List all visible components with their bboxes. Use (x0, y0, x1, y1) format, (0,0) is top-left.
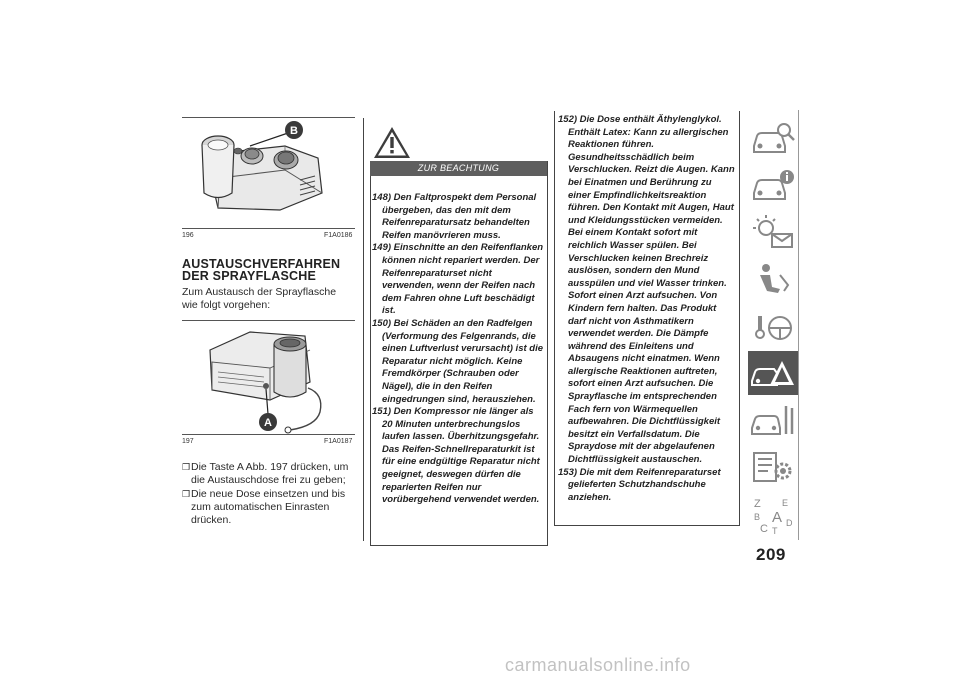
section-intro: Zum Austausch der Sprayflasche wie folgt vorgehen: (182, 286, 337, 311)
warning-item: 152) Die Dose enthält Äthylenglykol. Enthält Latex: Kann zu allergischen Reaktionen führen. Gesundheitsschädlich beim Verschlucken. Reizt die Augen. Kann bei Einatmen und Berührung zu einer Empfindlichkeitsreaktion führen. Den Kontakt mit Augen, Haut und Kleidungsstücken vermeiden. Bei einem Kontakt sofort mit reichlich Wasser spülen. Bei Verschlucken keinen Brechreiz auslösen, sondern den Mund ausspülen und viel Wasser trinken. Sofort einen Arzt aufsuchen. Von Kindern fern halten. Das Produkt darf nicht von Asthmatikern verwendet werden. Die Dämpfe während des Einleitens und Absaugens nicht einatmen. Wenn allergische Reaktionen auftreten, sofort einen Arzt aufsuchen. Die Sprayflasche im entsprechenden Fach fern von Wärmequellen aufbewahren. Die Dichtflüssigkeit besitzt ein Verfallsdatum. Die Spraydose mit der abgelaufenen Dichtflüssigkeit austauschen. (558, 114, 735, 466)
warning-triangle-icon (373, 126, 411, 159)
side-tab-car-search[interactable] (748, 116, 798, 160)
side-tab-technical-data[interactable] (748, 445, 798, 489)
specs-gear-icon (748, 445, 798, 489)
side-tab-index[interactable] (748, 492, 798, 536)
figure-196-number: 196 (182, 232, 194, 239)
side-tab-starting-driving[interactable] (748, 304, 798, 348)
warning-item: 150) Bei Schäden an den Radfelgen (Verformung des Felgenrands, die einen Luftverlust verursacht) ist die Reparatur nicht möglich. Keine Fremdkörper (Schrauben oder Nägel), die in den Reifen eingedrungen sind, herausziehen. (372, 317, 544, 405)
watermark-text: carmanualsonline.info (505, 655, 691, 675)
warning-item: 153) Die mit dem Reifenreparaturset gelieferten Schutzhandschuhe anziehen. (558, 466, 721, 503)
step-item (182, 461, 357, 487)
side-tab-rail-line (798, 110, 799, 540)
index-letter-a: A (772, 509, 783, 526)
side-tab-maintenance[interactable] (748, 398, 798, 442)
warning-list-left (372, 192, 544, 507)
person-airbag-icon (748, 257, 798, 301)
index-letter-e: E (782, 498, 789, 508)
index-letter-z: Z (754, 498, 761, 510)
step-bullet-icon: ❒ (182, 462, 191, 472)
figure-196-label-b: B (290, 125, 298, 137)
side-tab-emergency[interactable] (748, 351, 798, 395)
side-tab-warning-lights[interactable] (748, 210, 798, 254)
step-text: Die neue Dose einsetzen und bis zum automatischen Einrasten drücken. (191, 488, 346, 526)
key-steering-wheel-icon (748, 304, 798, 348)
figure-197-top-rule (182, 320, 355, 321)
alphabet-index-icon (748, 492, 798, 536)
warning-title: ZUR BEACHTUNG (370, 161, 547, 176)
figure-197-bottom-rule (182, 434, 355, 435)
warning-list-right (558, 114, 736, 504)
figure-196-code: F1A0186 (324, 232, 353, 239)
figure-197-number: 197 (182, 438, 194, 445)
car-tools-icon (748, 398, 798, 442)
figure-197-compressor-image (190, 322, 350, 434)
figure-197-code: F1A0187 (324, 438, 353, 445)
warning-item: 151) Den Kompressor nie länger als 20 Minuten unterbrechungslos laufen lassen. Überhitzungsgefahr. Das Reifen-Schnellreparaturkit ist für eine endgültige Reparatur nicht geeignet, deswegen dürfen die reparierten Reifen nur vorübergehend verwendet werden. (372, 406, 540, 506)
index-letter-d: D (786, 518, 793, 528)
car-breakdown-warning-icon (748, 351, 798, 395)
section-heading: AUSTAUSCHVERFAHREN DER SPRAYFLASCHE (182, 257, 341, 283)
warning-item: 149) Einschnitte an den Reifenflanken können nicht repariert werden. Der Reifenreparaturset nicht verwenden, wenn der Reifen nach dem Fahren ohne Luft beschädigt ist. (372, 242, 544, 317)
index-letter-c: C (760, 523, 768, 535)
index-letter-b: B (754, 512, 761, 522)
car-info-icon (748, 163, 798, 207)
figure-196-compressor-image (190, 118, 350, 222)
step-item (182, 488, 357, 527)
warning-light-message-icon (748, 210, 798, 254)
figure-197-label-a: A (264, 417, 272, 429)
side-tab-safety[interactable] (748, 257, 798, 301)
step-bullet-icon: ❒ (182, 489, 191, 499)
page-number: 209 (756, 545, 786, 564)
warning-item: 148) Den Faltprospekt dem Personal übergeben, das den mit dem Reifenreparatursatz behandelten Reifen manövrieren muss. (372, 192, 537, 241)
column-divider (363, 118, 364, 541)
car-search-icon (748, 116, 798, 160)
figure-196-bottom-rule (182, 228, 355, 229)
side-tab-car-info[interactable] (748, 163, 798, 207)
step-text: Die Taste A Abb. 197 drücken, um die Austauschdose frei zu geben; (191, 461, 349, 486)
index-letter-t: T (772, 526, 778, 536)
